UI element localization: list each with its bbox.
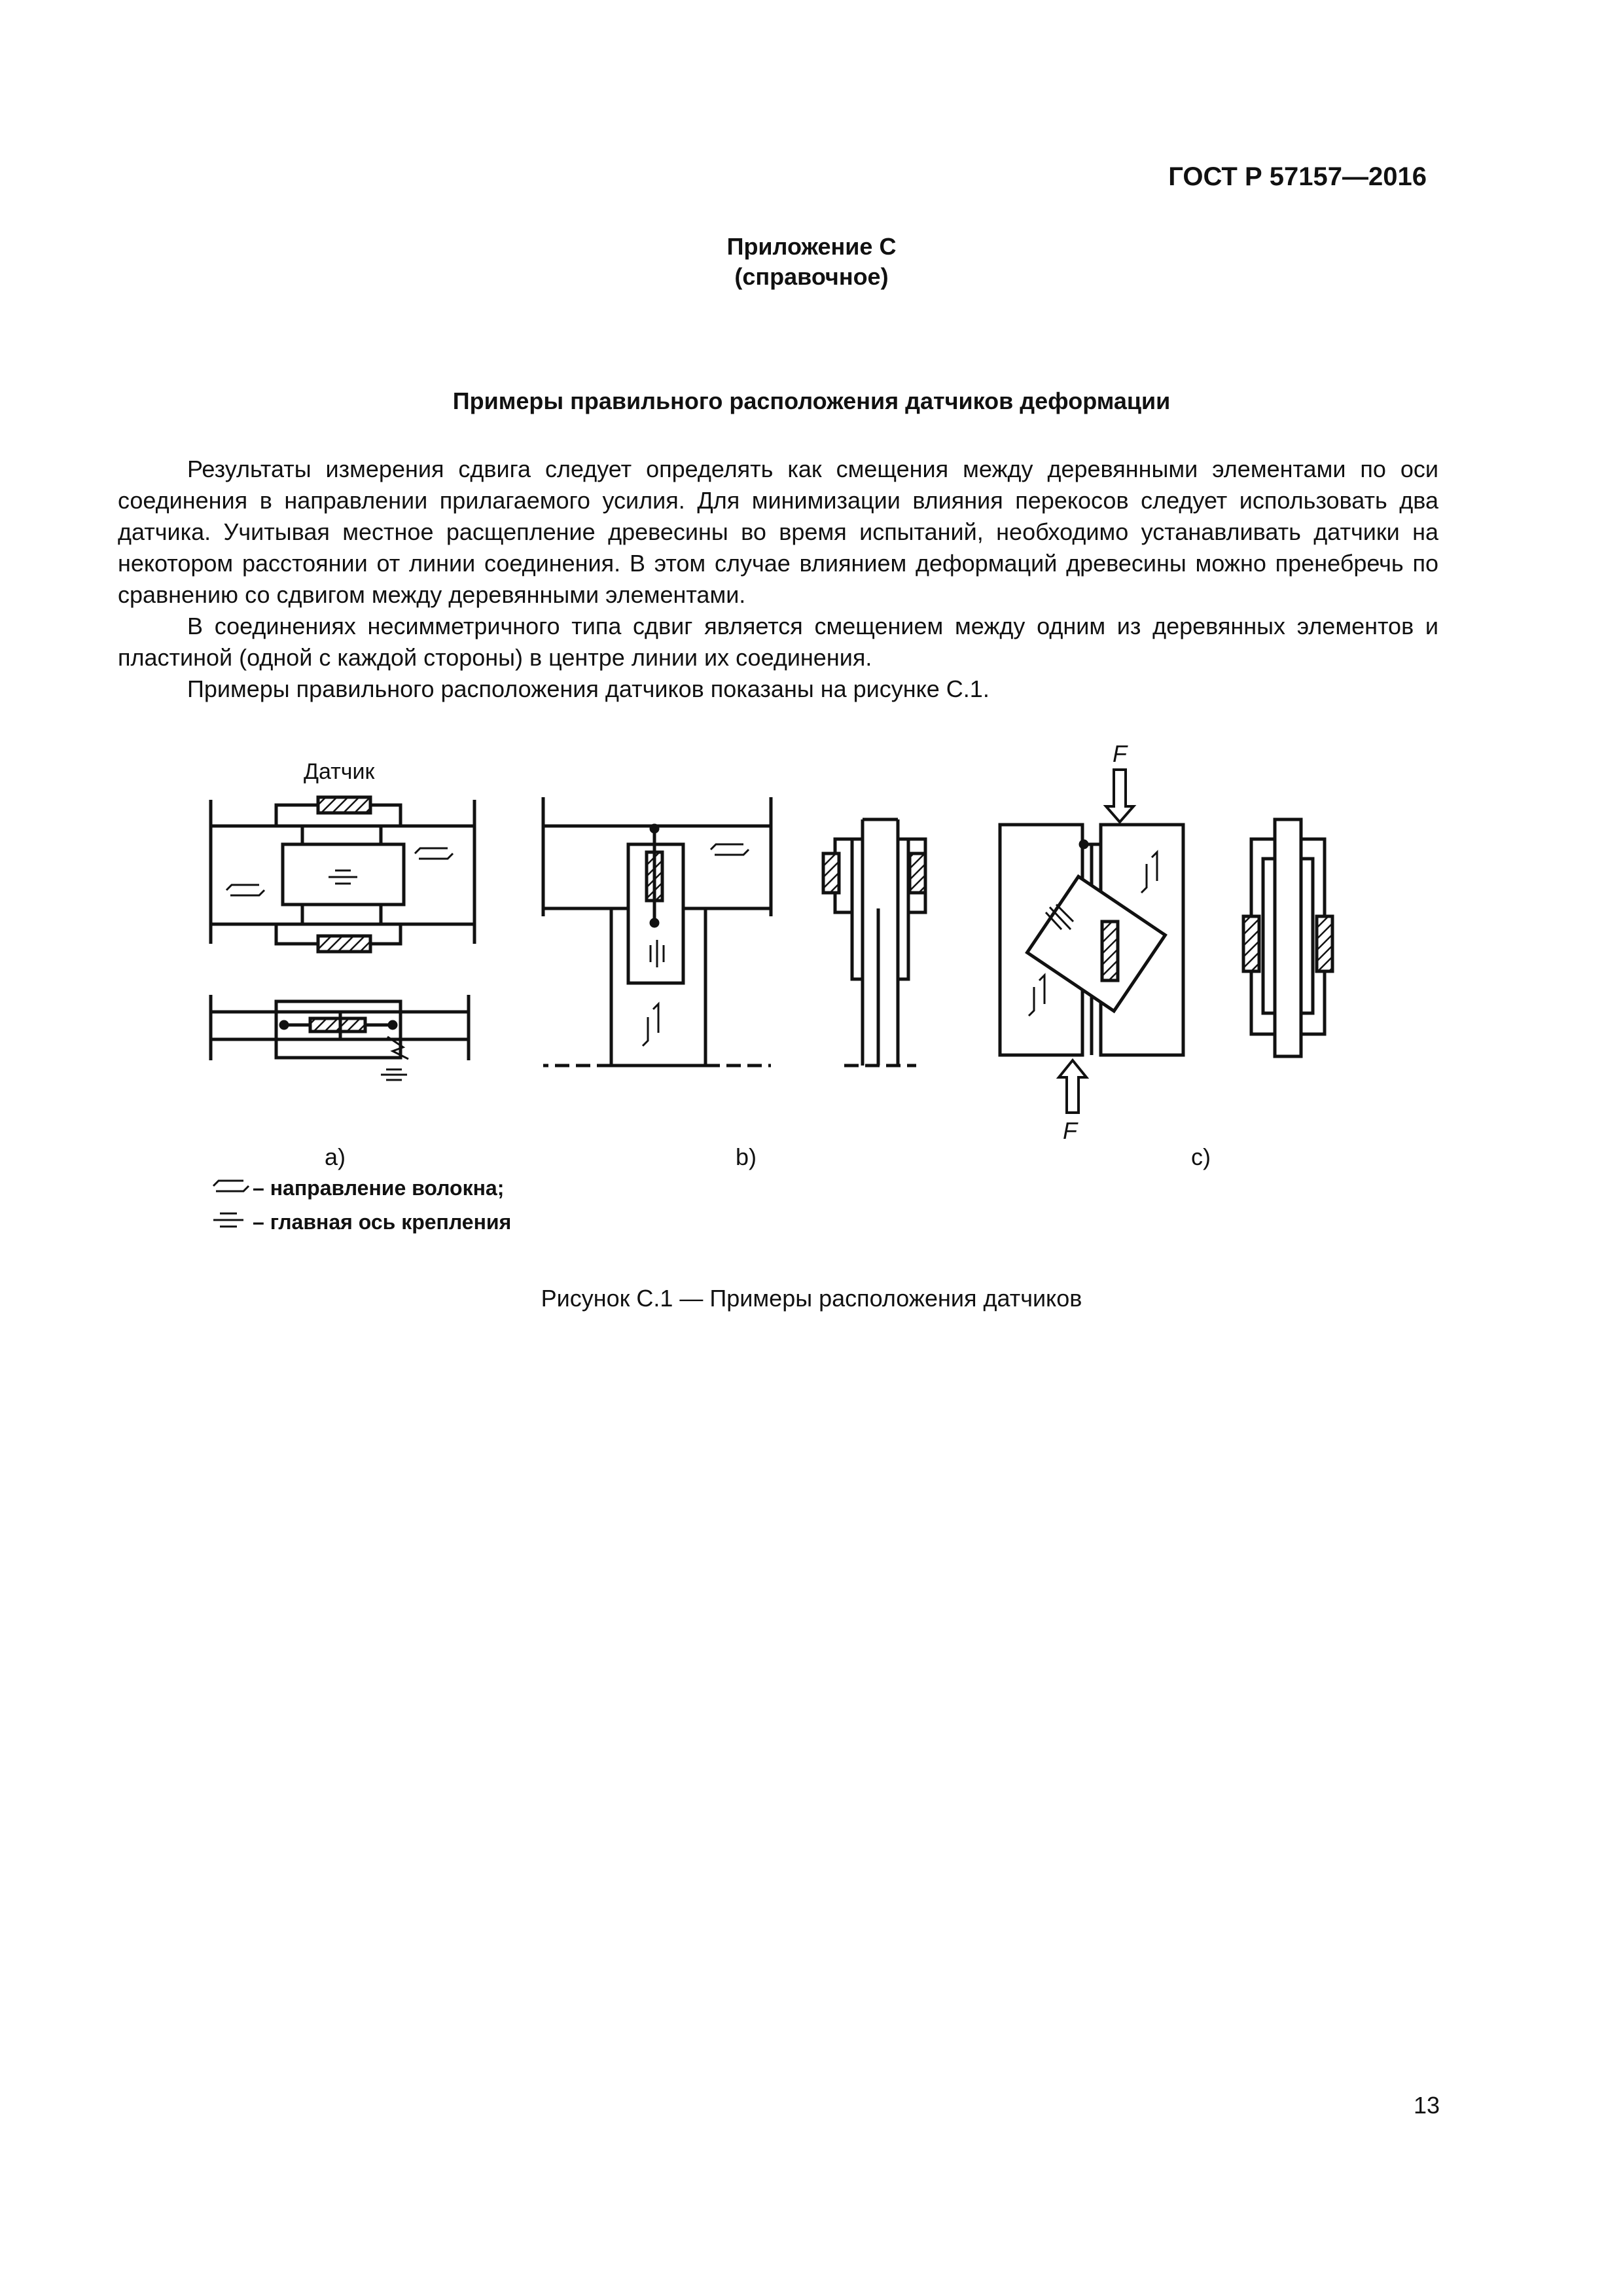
appendix-subtitle: (справочное) [734,263,889,290]
panel-b-side-view [823,819,925,1066]
figure-c1 [0,720,1623,1257]
figure-caption: Рисунок С.1 — Примеры расположения датчиков [541,1285,1082,1312]
body-text [118,454,1438,705]
legend-axis-text: – главная ось крепления [253,1210,512,1234]
panel-label-c: c) [1191,1143,1211,1170]
grain-direction-icon [226,885,264,895]
force-label-bottom: F [1063,1117,1077,1144]
legend-grain-text: – направление волокна; [253,1176,505,1200]
grain-direction-icon [1029,975,1044,1016]
standard-designation: ГОСТ Р 57157—2016 [1168,162,1427,191]
panel-b-front-view [543,797,771,1066]
appendix-title: Приложение С [726,233,897,260]
panel-label-a: a) [325,1143,346,1170]
paragraph-2: В соединениях несимметричного типа сдвиг является смещением между одним из деревянных элементов и пластиной (одной с каждой стороны) в центре линии их соединения. [118,613,1438,671]
legend-axis-icon [213,1213,243,1227]
panel-a-top-view [211,797,474,952]
grain-direction-icon [643,1004,658,1046]
force-arrow-icon [1059,1060,1086,1113]
main-axis-icon [381,1069,407,1080]
panel-c-side-view [1243,819,1332,1056]
paragraph-3: Примеры правильного расположения датчиков показаны на рисунке С.1. [187,675,990,702]
legend-grain-icon [213,1181,249,1191]
grain-direction-icon [415,848,453,859]
sensor-label: Датчик [304,759,375,784]
grain-direction-icon [711,844,749,855]
force-label-top: F [1113,740,1127,767]
panel-label-b: b) [736,1143,757,1170]
section-heading: Примеры правильного расположения датчиков деформации [452,387,1171,414]
page-number: 13 [1413,2092,1440,2119]
force-arrow-icon [1106,770,1133,822]
panel-c-front-view [1000,770,1183,1113]
grain-direction-icon [1141,852,1157,893]
paragraph-1: Результаты измерения сдвига следует определять как смещения между деревянными элементами по оси соединения в направлении прилагаемого усилия. Для минимизации влияния перекосов следует использовать два датчика. Учитывая местное расщепление древесины во время испытаний, необходимо устанавливать датчики на некотором расстоянии от линии соединения. В этом случае влиянием деформаций древесины можно пренебречь по сравнению со сдвигом между деревянными элементами. [118,456,1438,608]
panel-a-side-view [211,995,469,1080]
